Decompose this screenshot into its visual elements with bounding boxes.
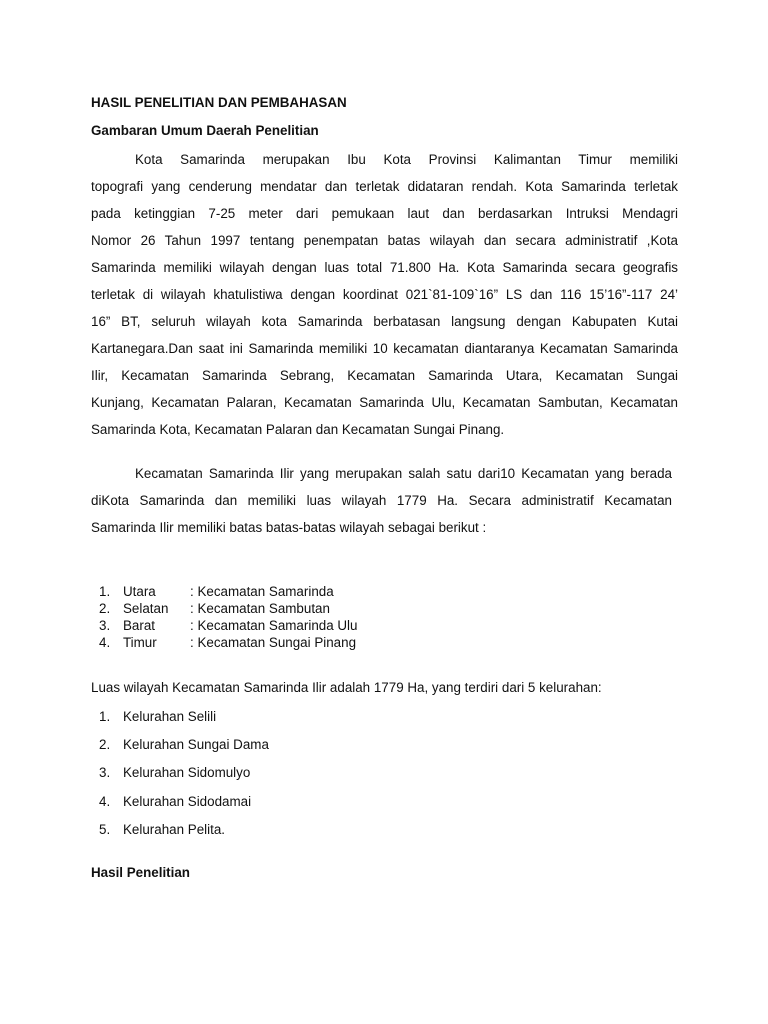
paragraph1-line: Samarinda memiliki wilayah dengan luas total 71.800 Ha. Kota Samarinda secara geografis [91, 260, 678, 275]
kelurahan-item: Kelurahan Sungai Dama [123, 737, 269, 752]
paragraph1-line: 16” BT, seluruh wilayah kota Samarinda berbatasan langsung dengan Kabupaten Kutai [91, 314, 678, 329]
paragraph1-line: pada ketinggian 7-25 meter dari pemukaan laut dan berdasarkan Intruksi Mendagri [91, 206, 678, 221]
list-number: 1. [99, 709, 111, 724]
list-number: 1. [99, 584, 111, 599]
paragraph2-line: Samarinda Ilir memiliki batas batas-batas wilayah sebagai berikut : [91, 520, 487, 535]
paragraph1-line: terletak di wilayah khatulistiwa dengan koordinat 021`81-109`16” LS dan 116 15’16”-117 24’ [91, 287, 678, 302]
paragraph1-line: Kota Samarinda merupakan Ibu Kota Provinsi Kalimantan Timur memiliki [135, 152, 678, 167]
boundary-value: : Kecamatan Samarinda Ulu [190, 618, 358, 633]
subheading: Gambaran Umum Daerah Penelitian [91, 123, 319, 138]
kelurahan-item: Kelurahan Sidodamai [123, 794, 252, 809]
boundary-direction: Barat [123, 618, 156, 633]
list-number: 3. [99, 618, 111, 633]
list-number: 3. [99, 765, 111, 780]
paragraph1-line: Nomor 26 Tahun 1997 tentang penempatan batas wilayah dan secara administratif ,Kota [91, 233, 678, 248]
main-heading: HASIL PENELITIAN DAN PEMBAHASAN [91, 95, 347, 110]
boundary-value: : Kecamatan Samarinda [190, 584, 334, 599]
paragraph1-line: topografi yang cenderung mendatar dan terletak didataran rendah. Kota Samarinda terletak [91, 179, 678, 194]
list-number: 4. [99, 635, 111, 650]
kelurahan-item: Kelurahan Pelita. [123, 822, 225, 837]
list-number: 2. [99, 601, 111, 616]
list-number: 5. [99, 822, 111, 837]
paragraph1-line: Kartanegara.Dan saat ini Samarinda memiliki 10 kecamatan diantaranya Kecamatan Samarinda [91, 341, 678, 356]
boundary-value: : Kecamatan Sungai Pinang [190, 635, 357, 650]
paragraph2-line: diKota Samarinda dan memiliki luas wilayah 1779 Ha. Secara administratif Kecamatan [91, 493, 672, 508]
paragraph1-line: Kunjang, Kecamatan Palaran, Kecamatan Samarinda Ulu, Kecamatan Sambutan, Kecamatan [91, 395, 678, 410]
boundary-direction: Utara [123, 584, 156, 599]
list-number: 2. [99, 737, 111, 752]
boundary-direction: Selatan [123, 601, 169, 616]
kelurahan-item: Kelurahan Selili [123, 709, 217, 724]
paragraph1-line: Ilir, Kecamatan Samarinda Sebrang, Kecamatan Samarinda Utara, Kecamatan Sungai [91, 368, 678, 383]
list-number: 4. [99, 794, 111, 809]
kelurahan-intro: Luas wilayah Kecamatan Samarinda Ilir adalah 1779 Ha, yang terdiri dari 5 kelurahan: [91, 680, 602, 695]
paragraph2-line: Kecamatan Samarinda Ilir yang merupakan salah satu dari10 Kecamatan yang berada [135, 466, 672, 481]
section-heading: Hasil Penelitian [91, 865, 190, 880]
kelurahan-item: Kelurahan Sidomulyo [123, 765, 251, 780]
paragraph1-line: Samarinda Kota, Kecamatan Palaran dan Kecamatan Sungai Pinang. [91, 422, 505, 437]
boundary-value: : Kecamatan Sambutan [190, 601, 330, 616]
boundary-direction: Timur [123, 635, 157, 650]
